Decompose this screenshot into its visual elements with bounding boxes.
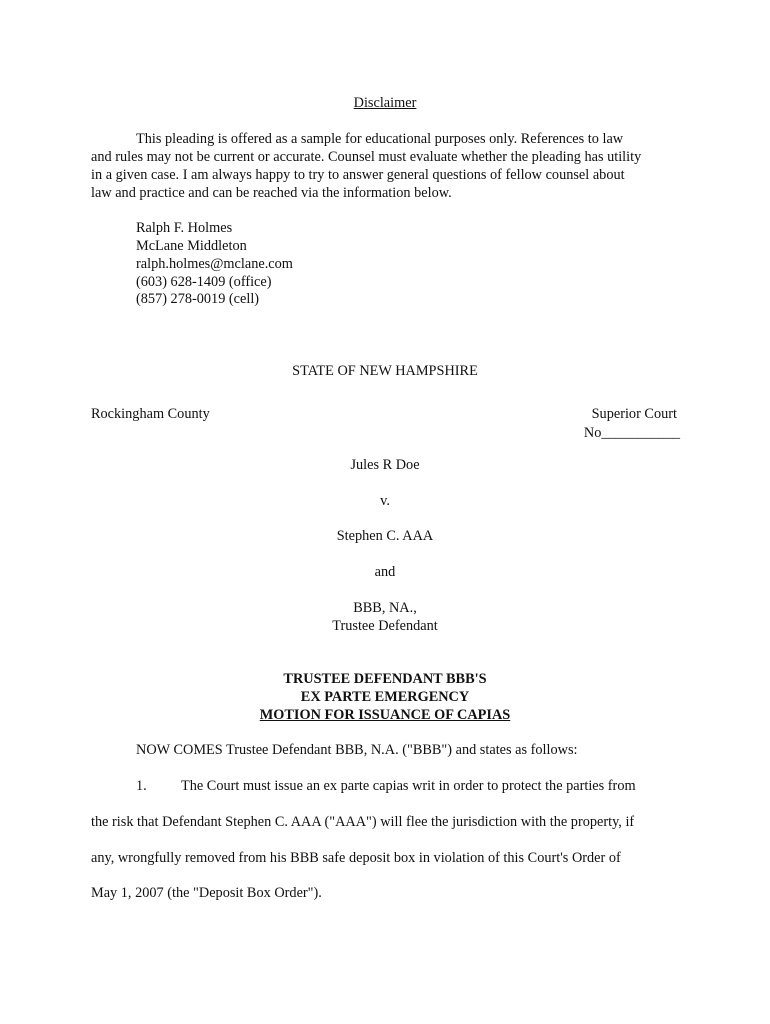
contact-firm: McLane Middleton (136, 238, 247, 254)
motion-title-line-1: TRUSTEE DEFENDANT BBB'S (283, 671, 487, 687)
disclaimer-line: in a given case. I am always happy to try to answer general questions of fellow counsel about (91, 167, 625, 183)
plaintiff-name: Jules R Doe (350, 457, 420, 473)
versus-label: v. (380, 493, 390, 509)
trustee-name: BBB, NA., (353, 600, 417, 616)
defendant-name: Stephen C. AAA (336, 528, 434, 544)
disclaimer-line: This pleading is offered as a sample for educational purposes only. References to law (136, 131, 624, 147)
trustee-role: Trustee Defendant (332, 618, 438, 634)
motion-title-line-3: MOTION FOR ISSUANCE OF CAPIAS (259, 707, 511, 723)
paragraph-line: any, wrongfully removed from his BBB safe deposit box in violation of this Court's Order of (91, 850, 621, 866)
paragraph-line: The Court must issue an ex parte capias writ in order to protect the parties from (181, 778, 636, 794)
disclaimer-heading: Disclaimer (353, 95, 417, 111)
disclaimer-line: law and practice and can be reached via the information below. (91, 185, 452, 201)
contact-cell-phone: (857) 278-0019 (cell) (136, 291, 260, 307)
intro-paragraph: NOW COMES Trustee Defendant BBB, N.A. ("BBB") and states as follows: (136, 742, 578, 758)
paragraph-number: 1. (136, 778, 147, 794)
docket-number: No___________ (583, 425, 680, 441)
court-label: Superior Court (591, 406, 677, 422)
motion-title-line-2: EX PARTE EMERGENCY (300, 689, 470, 705)
conjunction-label: and (374, 564, 396, 580)
disclaimer-line: and rules may not be current or accurate. Counsel must evaluate whether the pleading has utility (91, 149, 642, 165)
contact-office-phone: (603) 628-1409 (office) (136, 274, 272, 290)
state-heading: STATE OF NEW HAMPSHIRE (292, 363, 478, 379)
contact-name: Ralph F. Holmes (136, 220, 233, 236)
contact-email: ralph.holmes@mclane.com (136, 256, 293, 272)
paragraph-line: the risk that Defendant Stephen C. AAA ("AAA") will flee the jurisdiction with the property, if (91, 814, 635, 830)
county-label: Rockingham County (91, 406, 210, 422)
paragraph-line: May 1, 2007 (the "Deposit Box Order"). (91, 885, 322, 901)
